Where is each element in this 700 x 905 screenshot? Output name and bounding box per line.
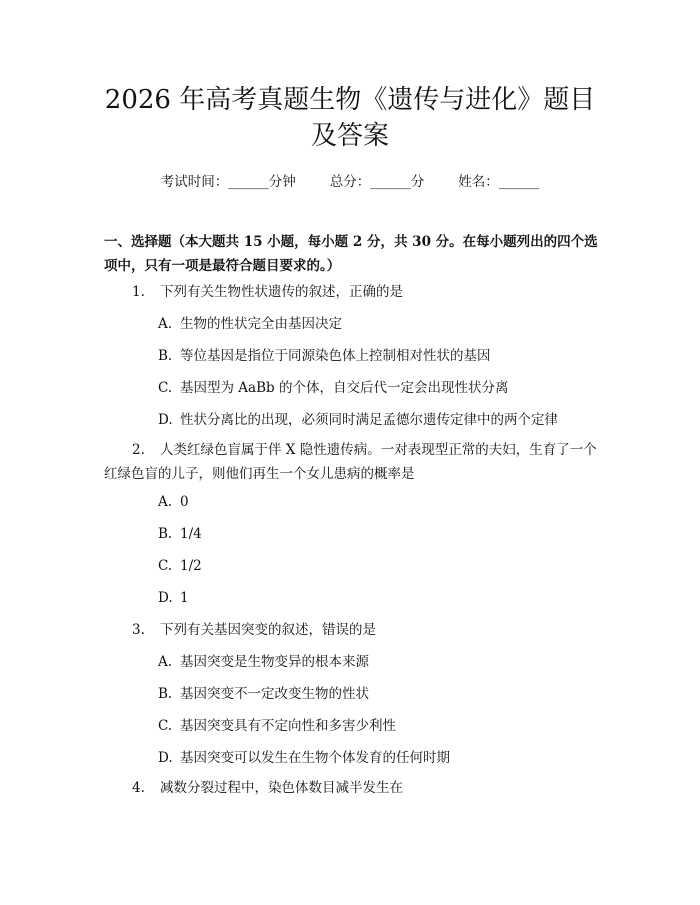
option-text: 1 <box>180 590 189 606</box>
option-label: A. <box>158 316 173 332</box>
option-text: 生物的性状完全由基因决定 <box>180 316 342 332</box>
question-2 <box>104 438 602 486</box>
question-text: 下列有关生物性状遗传的叙述，正确的是 <box>160 284 403 300</box>
option-text: 基因突变可以发生在生物个体发育的任何时期 <box>180 750 450 766</box>
question-1-option-a <box>158 314 342 334</box>
option-text: 基因突变具有不定向性和多害少利性 <box>180 718 396 734</box>
question-4 <box>132 776 612 800</box>
option-label: D. <box>158 590 173 606</box>
question-text: 人类红绿色盲属于伴 X 隐性遗传病。一对表现型正常的夫妇，生育了一个红绿色盲的儿子，则他们再生一个女儿患病的概率是 <box>104 442 597 482</box>
exam-info <box>0 170 700 190</box>
question-3-option-d <box>158 748 450 768</box>
question-1-option-b <box>158 346 491 366</box>
option-text: 1/4 <box>180 526 202 542</box>
option-text: 基因型为 AaBb 的个体，自交后代一定会出现性状分离 <box>180 380 509 396</box>
question-2-option-b <box>158 524 202 544</box>
option-label: D. <box>158 750 173 766</box>
question-1-option-c <box>158 378 508 398</box>
question-3-option-c <box>158 716 396 736</box>
option-text: 基因突变不一定改变生物的性状 <box>180 686 369 702</box>
question-3-option-b <box>158 684 369 704</box>
question-number: 2. <box>132 442 145 458</box>
option-text: 基因突变是生物变异的根本来源 <box>180 654 369 670</box>
question-2-option-c <box>158 556 202 576</box>
student-name: 姓名：______ <box>458 174 540 190</box>
option-text: 0 <box>180 494 189 510</box>
question-3 <box>132 618 612 642</box>
option-text: 1/2 <box>180 558 202 574</box>
option-text: 性状分离比的出现，必须同时满足孟德尔遗传定律中的两个定律 <box>180 412 558 428</box>
option-label: D. <box>158 412 173 428</box>
question-2-option-a <box>158 492 189 512</box>
section-heading: 一、选择题（本大题共 15 小题，每小题 2 分，共 30 分。在每小题列出的四个选项中，只有一项是最符合题目要求的。） <box>104 234 598 274</box>
exam-score: 总分：______分 <box>329 174 425 190</box>
question-3-option-a <box>158 652 369 672</box>
question-text: 减数分裂过程中，染色体数目减半发生在 <box>160 780 403 796</box>
question-2-option-d <box>158 588 189 608</box>
option-label: B. <box>158 526 173 542</box>
question-1 <box>132 280 612 304</box>
question-number: 3. <box>132 622 145 638</box>
question-number: 4. <box>132 780 145 796</box>
question-text: 下列有关基因突变的叙述，错误的是 <box>160 622 376 638</box>
option-text: 等位基因是指位于同源染色体上控制相对性状的基因 <box>180 348 491 364</box>
option-label: B. <box>158 686 173 702</box>
question-1-option-d <box>158 410 558 430</box>
option-label: C. <box>158 718 173 734</box>
option-label: B. <box>158 348 173 364</box>
question-number: 1. <box>132 284 145 300</box>
option-label: A. <box>158 654 173 670</box>
document-title: 2026 年高考真题生物《遗传与进化》题目及答案 <box>104 85 596 151</box>
option-label: C. <box>158 380 173 396</box>
exam-time: 考试时间：______分钟 <box>160 174 296 190</box>
option-label: C. <box>158 558 173 574</box>
option-label: A. <box>158 494 173 510</box>
